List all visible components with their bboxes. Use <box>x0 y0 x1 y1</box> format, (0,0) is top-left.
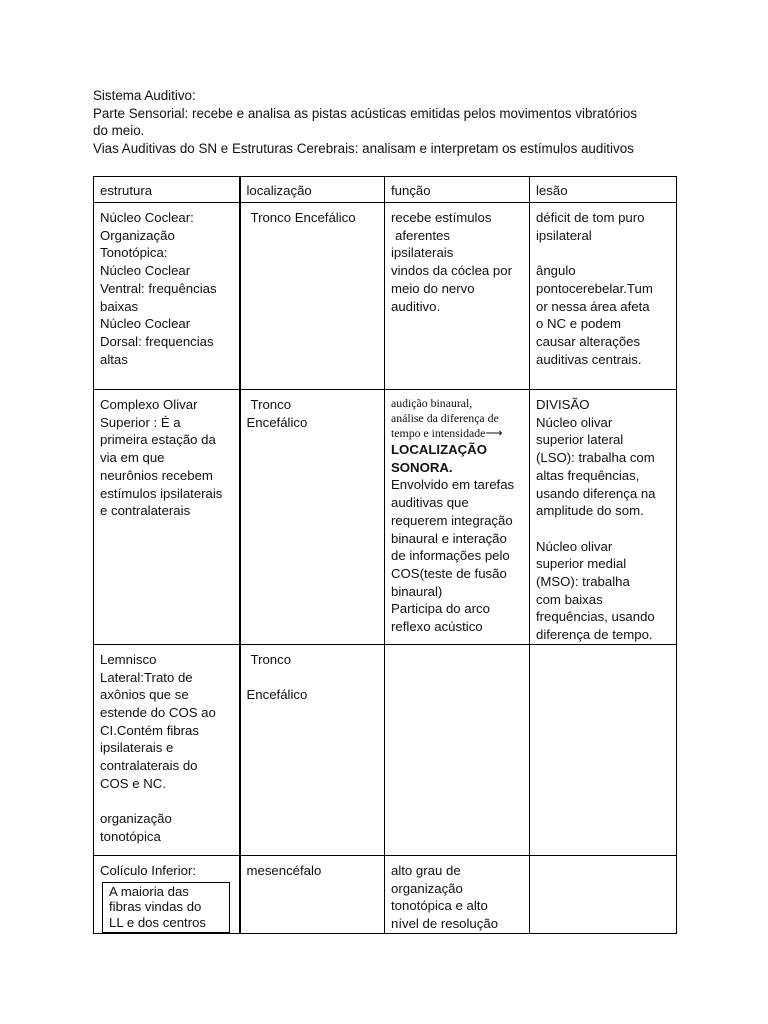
cell-line: Complexo Olivar <box>100 397 198 412</box>
cell-estrutura <box>94 855 240 933</box>
cell-line: ipsilateral <box>536 227 592 243</box>
cell-line: Núcleo olivar <box>536 414 613 430</box>
cell-line: alto grau de <box>391 862 461 878</box>
cell-line: usando diferença na <box>536 485 656 501</box>
cell-line: ângulo <box>536 263 576 279</box>
cell-line: requerem integração <box>391 512 513 528</box>
cell-line: (MSO): trabalha <box>536 574 630 590</box>
cell-estrutura <box>94 644 240 855</box>
cell-line: altas frequências, <box>536 467 640 483</box>
cell-line: causar alterações <box>536 333 641 349</box>
cell-line: neurônios recebem <box>100 467 213 483</box>
table-header-row <box>94 177 677 203</box>
cell-line: Lemnisco <box>100 651 157 667</box>
table-row <box>94 203 677 390</box>
cell-line: Ventral: frequências <box>100 280 217 296</box>
cell-line: mesencéfalo <box>246 862 322 878</box>
cell-line: LL e dos centros <box>109 914 207 930</box>
cell-line: Lateral:Trato de <box>100 669 193 685</box>
cell-line: estímulos ipsilaterais <box>100 485 223 501</box>
cell-line: análise da diferença de <box>391 411 499 425</box>
cell-localizacao <box>240 203 385 390</box>
cell-line: CI.Contém fibras <box>100 722 199 738</box>
cell-line: tonotópica <box>100 828 161 844</box>
cell-line: meio do nervo <box>391 280 475 296</box>
cell-funcao <box>385 390 530 645</box>
intro-text <box>93 87 683 157</box>
intro-line: Sistema Auditivo: <box>93 88 196 103</box>
table-row <box>94 644 677 855</box>
cell-line: superior medial <box>536 556 627 572</box>
cell-line: or nessa área afeta <box>536 298 650 314</box>
cell-line: via em que <box>100 450 165 466</box>
intro-line: Parte Sensorial: recebe e analisa as pistas acústicas emitidas pelos movimentos vibratórios <box>93 105 638 121</box>
cell-lesao-empty <box>530 855 677 933</box>
cell-line: DIVISÃO <box>536 397 590 412</box>
cell-line: e contralaterais <box>100 503 191 519</box>
cell-line: Tronco <box>250 397 292 412</box>
header-localizacao: localização <box>240 177 385 203</box>
cell-line: auditivo. <box>391 298 441 314</box>
cell-line: audição binaural, <box>391 396 473 410</box>
cell-line: SONORA. <box>391 459 453 475</box>
cell-line: Núcleo Coclear <box>100 263 191 279</box>
cell-line: axônios que se <box>100 687 189 703</box>
cell-line: baixas <box>100 298 139 314</box>
cell-line: diferença de tempo. <box>536 627 653 643</box>
cell-line: Núcleo Coclear <box>100 316 191 332</box>
cell-line: binaural) <box>391 583 443 599</box>
intro-line: Vias Auditivas do SN e Estruturas Cerebrais: analisam e interpretam os estímulos auditivos <box>93 140 634 156</box>
header-funcao: função <box>385 177 530 203</box>
cell-line: ipsilaterais <box>391 245 454 261</box>
cell-lesao <box>530 203 677 390</box>
cell-line: Organização <box>100 227 175 243</box>
cell-line: Tonotópica: <box>100 245 168 261</box>
cell-funcao <box>385 203 530 390</box>
cell-line: reflexo acústico <box>391 619 483 635</box>
text-box <box>102 882 230 934</box>
cell-line: superior lateral <box>536 432 624 448</box>
cell-line: Participa do arco <box>391 601 490 617</box>
cell-estrutura <box>94 390 240 645</box>
cell-line: aferentes <box>395 227 450 243</box>
cell-line: o NC e podem <box>536 316 622 332</box>
cell-line: Núcleo olivar <box>536 538 613 554</box>
cell-lesao-empty <box>530 644 677 855</box>
cell-line: amplitude do som. <box>536 503 644 519</box>
cell-line: binaural e interação <box>391 530 507 546</box>
cell-line: organização <box>100 811 172 827</box>
cell-line: auditivas que <box>391 495 469 511</box>
cell-line: com baixas <box>536 591 603 607</box>
cell-lesao <box>530 390 677 645</box>
cell-line: Tronco Encefálico <box>250 210 356 225</box>
header-estrutura: estrutura <box>94 177 240 203</box>
cell-line: COS e NC. <box>100 775 166 791</box>
cell-line: recebe estímulos <box>391 210 492 225</box>
cell-line: estende do COS ao <box>100 704 216 720</box>
cell-line: Dorsal: frequencias <box>100 333 214 349</box>
cell-line: pontocerebelar.Tum <box>536 280 653 296</box>
cell-line: LOCALIZAÇÃO <box>391 442 487 457</box>
cell-line: altas <box>100 351 128 367</box>
auditory-table <box>93 176 677 934</box>
intro-line: do meio. <box>93 123 145 139</box>
header-lesao: lesão <box>530 177 677 203</box>
cell-localizacao <box>240 644 385 855</box>
cell-line: A maioria das <box>109 883 189 899</box>
cell-line: vindos da cóclea por <box>391 263 512 279</box>
cell-line: ipsilaterais e <box>100 740 174 756</box>
cell-line: COS(teste de fusão <box>391 565 507 581</box>
cell-line: (LSO): trabalha com <box>536 450 655 466</box>
table-row <box>94 390 677 645</box>
cell-line: contralaterais do <box>100 758 198 774</box>
cell-line: Tronco <box>250 651 292 667</box>
cell-line: Colículo Inferior: <box>100 862 197 878</box>
cell-line: Superior : É a <box>100 414 181 430</box>
cell-line: fibras vindas do <box>109 899 202 915</box>
cell-line: de informações pelo <box>391 548 510 564</box>
cell-line: déficit de tom puro <box>536 210 645 225</box>
cell-localizacao <box>240 855 385 933</box>
cell-line: tonotópica e alto <box>391 898 488 914</box>
cell-line: Encefálico <box>246 414 308 430</box>
cell-line: organização <box>391 880 463 896</box>
cell-line: nível de resolução <box>391 915 499 931</box>
cell-funcao-empty <box>385 644 530 855</box>
cell-line: tempo e intensidade⟶ <box>391 426 503 440</box>
table-row <box>94 855 677 933</box>
cell-estrutura <box>94 203 240 390</box>
cell-line: auditivas centrais. <box>536 351 642 367</box>
cell-line: frequências, usando <box>536 609 655 625</box>
cell-funcao <box>385 855 530 933</box>
cell-line: Núcleo Coclear: <box>100 210 194 225</box>
cell-line: Encefálico <box>246 687 308 703</box>
cell-line: Envolvido em tarefas <box>391 477 515 493</box>
cell-line: primeira estação da <box>100 432 216 448</box>
cell-localizacao <box>240 390 385 645</box>
